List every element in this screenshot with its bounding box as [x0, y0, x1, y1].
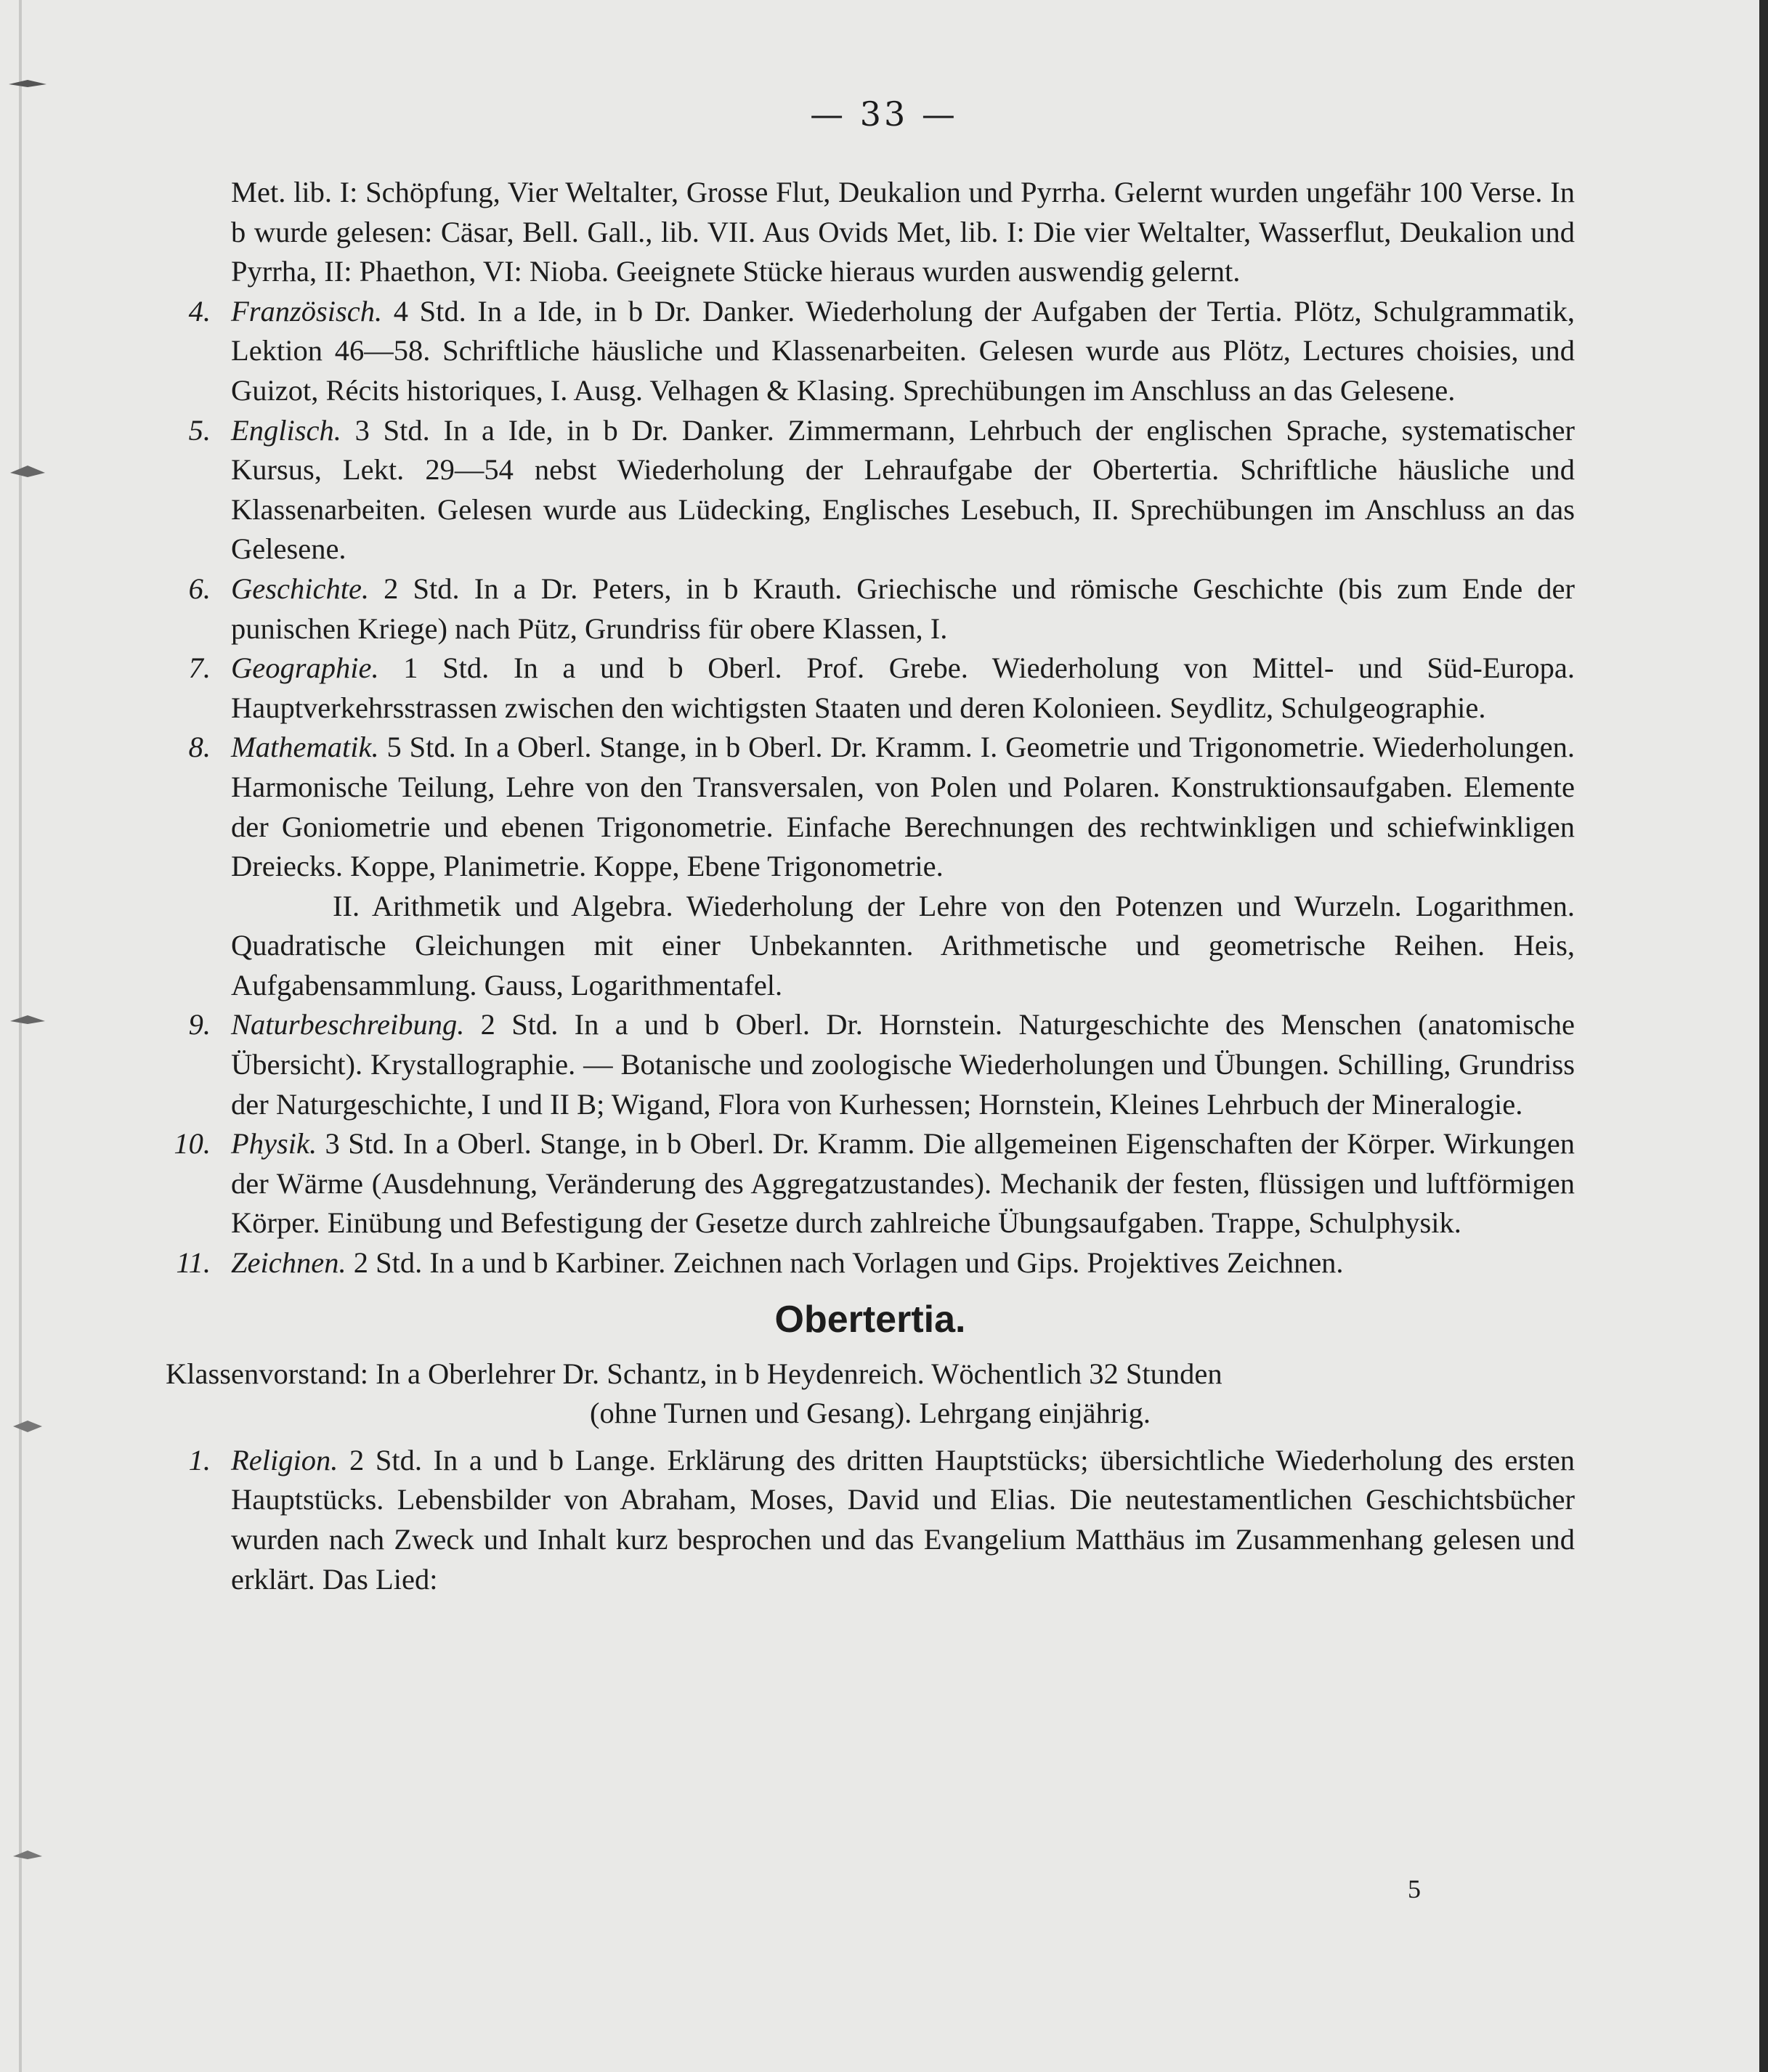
page-number: — 33 — — [810, 94, 958, 134]
entry-number: 4. — [188, 294, 211, 328]
entry-mathematik — [166, 728, 1575, 886]
entry-physik — [166, 1124, 1575, 1243]
entry-subject: Geographie. — [231, 651, 379, 685]
entry-number: 1. — [188, 1443, 211, 1476]
entry-text: II. Arithmetik und Algebra. Wiederholung der Lehre von den Potenzen und Wurzeln. Logarithmen. Quadratische Gleichungen mit einer Unbekannten. Arithmetische und geometrische Reihen. Heis, Aufgabensammlung. Gauss, Logarithmentafel. — [231, 889, 1575, 1002]
entry-number: 11. — [176, 1246, 211, 1280]
entry-text: 5 Std. In a Oberl. Stange, in b Oberl. Dr. Kramm. I. Geometrie und Trigonometrie. Wiederholungen. Harmonische Teilung, Lehre von den Transversalen, von Polen und Polaren. Konstruktionsaufgaben. Elemente der Goniometrie und ebenen Trigonometrie. Einfache Berechnungen des rechtwinkligen und schiefwinkligen Dreiecks. Koppe, Planimetrie. Koppe, Ebene Trigonometrie. — [231, 731, 1575, 883]
signature-mark: 5 — [1408, 1874, 1421, 1904]
entry-subject: Naturbeschreibung. — [231, 1008, 465, 1041]
entry-subject: Zeichnen. — [231, 1246, 346, 1280]
entry-number: 9. — [188, 1008, 211, 1041]
entry-text: 2 Std. In a und b Oberl. Dr. Hornstein. Naturgeschichte des Menschen (anatomische Übersicht). Krystallographie. — Botanische und zoologische Wiederholungen und Übungen. Schilling, Grundriss der Naturgeschichte, I und II B; Wigand, Flora von Kurhessen; Hornstein, Kleines Lehrbuch der Mineralogie. — [231, 1008, 1576, 1121]
entry-text: 1 Std. In a und b Oberl. Prof. Grebe. Wiederholung von Mittel- und Süd-Europa. Hauptverkehrsstrassen zwischen den wichtigsten Staaten und deren Kolonieen. Seydlitz, Schulgeographie. — [231, 651, 1575, 724]
class-info-line: Klassenvorstand: In a Oberlehrer Dr. Schantz, in b Heydenreich. Wöchentlich 32 Stunden — [166, 1357, 1222, 1390]
entry-text: 2 Std. In a und b Lange. Erklärung des dritten Hauptstücks; übersichtliche Wiederholung des ersten Hauptstücks. Lebensbilder von Abraham, Moses, David und Elias. Die neutestamentlichen Geschichtsbücher wurden nach Zweck und Inhalt kurz besprochen und das Evangelium Matthäus im Zusammenhang gelesen und erklärt. Das Lied: — [231, 1443, 1576, 1596]
binding-mark-icon — [6, 1845, 49, 1866]
class-info-line-2: (ohne Turnen und Gesang). Lehrgang einjährig. — [590, 1397, 1151, 1430]
binding-mark-icon — [6, 461, 49, 483]
entry-subject: Geschichte. — [231, 572, 370, 605]
entry-subject: Physik. — [231, 1127, 317, 1161]
binding-mark-icon — [6, 1009, 49, 1031]
entry-geographie — [166, 649, 1575, 728]
latin-continuation: Met. lib. I: Schöpfung, Vier Weltalter, Grosse Flut, Deukalion und Pyrrha. Gelernt wurden ungefähr 100 Verse. In b wurde gelesen: Cäsar, Bell. Gall., lib. VII. Aus Ovids Met, lib. I: Die vier Weltalter, Wasserflut, Deukalion und Pyrrha, II: Phaethon, VI: Nioba. Geeignete Stücke hieraus wurden auswendig gelernt. — [231, 176, 1575, 288]
entry-text: 2 Std. In a Dr. Peters, in b Krauth. Griechische und römische Geschichte (bis zum Ende der punischen Kriege) nach Pütz, Grundriss für obere Klassen, I. — [231, 572, 1576, 645]
entry-text: 2 Std. In a und b Karbiner. Zeichnen nach Vorlagen und Gips. Projektives Zeichnen. — [353, 1246, 1344, 1280]
entry-number: 7. — [188, 651, 211, 685]
entry-text: 3 Std. In a Ide, in b Dr. Danker. Zimmermann, Lehrbuch der englischen Sprache, systematischer Kursus, Lekt. 29—54 nebst Wiederholung der Lehraufgabe der Obertertia. Schriftliche häusliche und Klassenarbeiten. Gelesen wurde aus Lüdecking, Englisches Lesebuch, II. Sprechübungen im Anschluss an das Gelesene. — [231, 413, 1576, 566]
entry-naturbeschreibung — [166, 1005, 1575, 1124]
entry-englisch — [166, 411, 1575, 569]
entry-subject: Religion. — [231, 1443, 338, 1476]
entry-subject: Französisch. — [231, 294, 383, 328]
entry-number: 5. — [188, 413, 211, 447]
binding-mark-icon — [6, 1416, 49, 1438]
scan-border — [1759, 0, 1768, 2072]
entry-text: 3 Std. In a Oberl. Stange, in b Oberl. Dr. Kramm. Die allgemeinen Eigenschaften der Körper. Wirkungen der Wärme (Ausdehnung, Veränderung des Aggregatzustandes). Mechanik der festen, flüssigen und luftförmigen Körper. Einübung und Befestigung der Gesetze durch zahlreiche Übungsaufgaben. Trappe, Schulphysik. — [231, 1127, 1576, 1240]
section-heading: Obertertia. — [774, 1298, 966, 1341]
entry-text: 4 Std. In a Ide, in b Dr. Danker. Wiederholung der Aufgaben der Tertia. Plötz, Schulgrammatik, Lektion 46—58. Schriftliche häusliche und Klassenarbeiten. Gelesen wurde aus Plötz, Lectures choisies, und Guizot, Récits historiques, I. Ausg. Velhagen & Klasing. Sprechübungen im Anschluss an das Gelesene. — [231, 294, 1575, 407]
entry-religion — [166, 1441, 1575, 1599]
entry-subject: Mathematik. — [231, 731, 379, 764]
binding-edge — [19, 0, 22, 2072]
entry-number: 10. — [174, 1127, 211, 1161]
binding-mark-icon — [6, 73, 49, 94]
entry-number: 6. — [188, 572, 211, 605]
mathematik-part-2 — [166, 887, 1575, 1006]
entry-subject: Englisch. — [231, 413, 341, 447]
entry-zeichnen — [166, 1243, 1575, 1283]
entry-number: 8. — [188, 731, 211, 764]
page-body — [166, 173, 1575, 1599]
entry-franzoesisch — [166, 292, 1575, 411]
entry-geschichte — [166, 569, 1575, 649]
